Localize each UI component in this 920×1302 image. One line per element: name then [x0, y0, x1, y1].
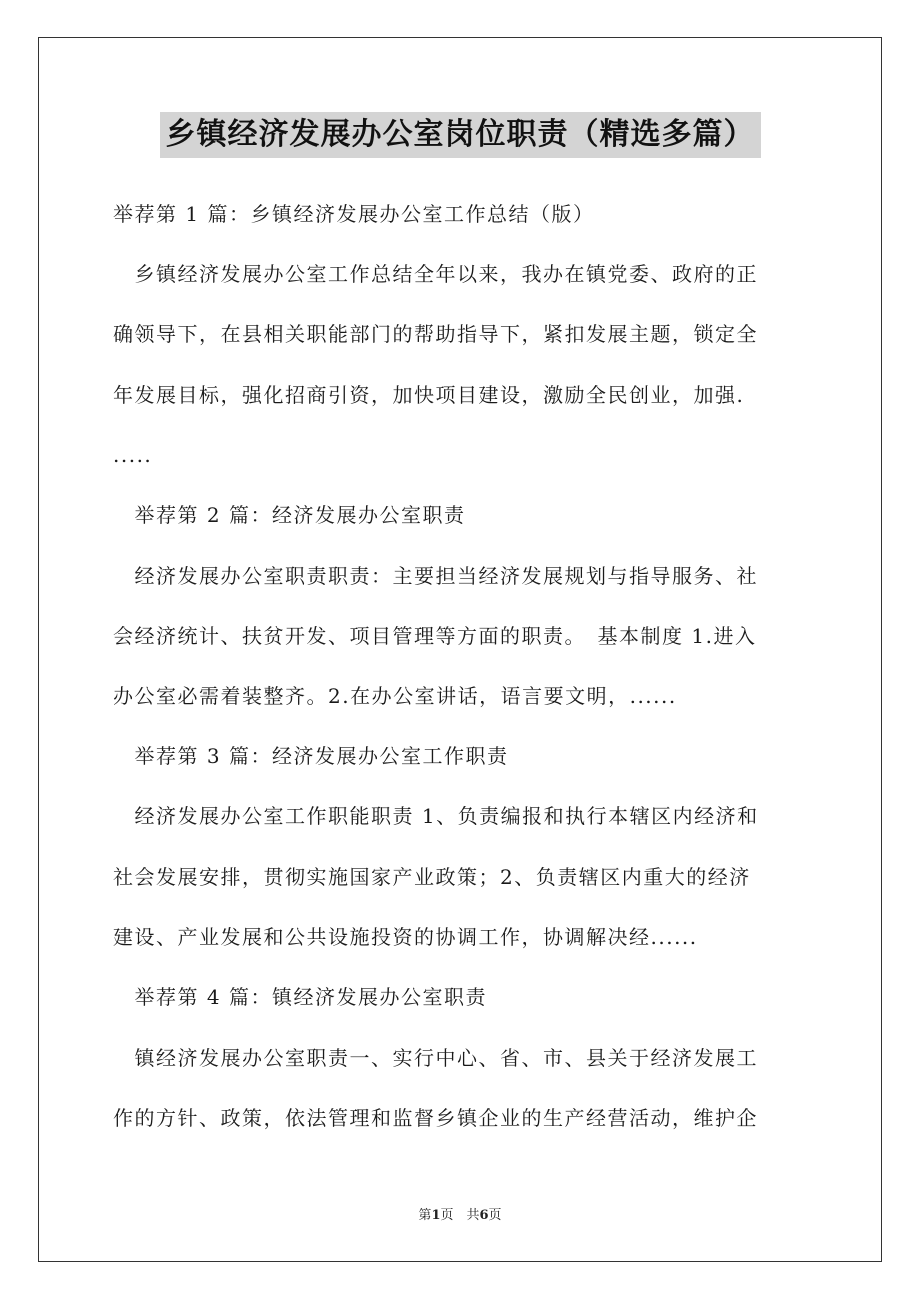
paragraph-line: 社会发展安排，贯彻实施国家产业政策；2、负责辖区内重大的经济 [113, 865, 751, 889]
document-title: 乡镇经济发展办公室岗位职责（精选多篇） [160, 112, 761, 158]
paragraph-line: ..... [113, 443, 153, 467]
paragraph-line: 乡镇经济发展办公室工作总结全年以来，我办在镇党委、政府的正 [113, 262, 758, 286]
recommend-heading-2: 举荐第 2 篇：经济发展办公室职责 [113, 503, 466, 527]
title-container [0, 112, 920, 158]
paragraph-line: 年发展目标，强化招商引资，加快项目建设，激励全民创业，加强. [113, 383, 745, 407]
paragraph-line: 镇经济发展办公室职责一、实行中心、省、市、县关于经济发展工 [113, 1046, 758, 1070]
paragraph-line: 会经济统计、扶贫开发、项目管理等方面的职责。 基本制度 1.进入 [113, 624, 757, 648]
current-page-number: 1 [431, 1208, 441, 1223]
page-footer [0, 1206, 920, 1226]
paragraph-line: 确领导下，在县相关职能部门的帮助指导下，紧扣发展主题，锁定全 [113, 322, 758, 346]
recommend-heading-4: 举荐第 4 篇：镇经济发展办公室职责 [113, 985, 487, 1009]
paragraph-line: 办公室必需着装整齐。2.在办公室讲话，语言要文明，...... [113, 684, 677, 708]
paragraph-line: 经济发展办公室工作职能职责 1、负责编报和执行本辖区内经济和 [113, 804, 759, 828]
footer-suffix: 页 [488, 1208, 502, 1223]
total-pages-number: 6 [479, 1208, 489, 1223]
paragraph-line: 建设、产业发展和公共设施投资的协调工作，协调解决经...... [113, 925, 698, 949]
footer-prefix: 第 [418, 1208, 432, 1223]
footer-middle: 页 共 [440, 1208, 480, 1223]
paragraph-line: 作的方针、政策，依法管理和监督乡镇企业的生产经营活动，维护企 [113, 1106, 758, 1130]
paragraph-line: 经济发展办公室职责职责：主要担当经济发展规划与指导服务、社 [113, 564, 758, 588]
recommend-heading-3: 举荐第 3 篇：经济发展办公室工作职责 [113, 744, 509, 768]
recommend-heading-1: 举荐第 1 篇：乡镇经济发展办公室工作总结（版） [113, 202, 595, 226]
